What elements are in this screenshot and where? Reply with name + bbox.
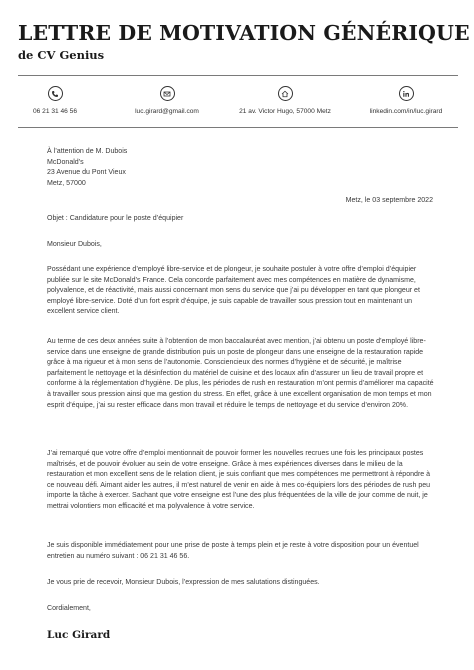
email-text: luc.girard@gmail.com <box>135 108 199 115</box>
recipient-address <box>47 147 435 189</box>
paragraph-1: Possédant une expérience d’employé libre-service et de plongeur, je souhaite postuler à votre offre d’emploi d’équipier publiée sur le site McDonald’s France. Cela concorde parfaitement avec mes compétences en matière de dynamisme, polyvalence, et de réactivité, mais aussi concernant mon sens du service que j’ai pu développer en tant que plongeur et employé libre-service. Doté d’un fort esprit d’équipe, je suis capable de travailler sous pression tout en maintenant un excellent service client. <box>47 266 420 316</box>
header-divider-bottom <box>18 127 458 128</box>
header-divider-top <box>18 75 458 76</box>
contact-phone <box>0 86 115 115</box>
paragraph-3: J’ai remarqué que votre offre d’emploi mentionnait de pouvoir former les nouvelles recrues une fois les principaux postes maîtrisés, et de pouvoir évoluer au sein de votre enseigne. Grâce à mes expériences diverses dans le milieu de la restauration et mon excellent sens de le relation client, je suis confiant que mes compétences me permettront à répondre à ce nouveau défi. Aimant aider les autres, il m’est naturel de venir en aide à mes co-équipiers lors des périodes de rush peu importe la tâche à exercer. Sachant que votre enseigne est l’une des plus fréquentées de la ville de jour comme de nuit, je mettrai volontiers mon efficacité et ma polyvalence à votre service. <box>47 450 431 510</box>
contact-address <box>225 86 345 115</box>
paragraph-2: Au terme de ces deux années suite à l’obtention de mon baccalauréat avec mention, j’ai obtenu un poste d’employé libre-service dans une enseigne de grande distribution puis un poste de plongeur dans une enseigne de la restauration rapide grâce à ma rigueur et à mon sens de l’autonomie. Consciencieux des normes d’hygiène et de sécurité, je maîtrise parfaitement le nettoyage et la désinfection du matériel de cuisine et des locaux afin d’assurer un lieu de travail propre et conforme à la réglementation d’hygiène. De plus, les périodes de rush en restauration m’ont permis d’améliorer ma capacité à travailler sous pression ainsi que ma gestion du stress. En effet, grâce à une excellent organisation de mon temps et mon esprit d’équipe, j’ai su rester efficace dans mon travail et réduire le temps de nettoyage et du service d’environ 20%. <box>47 338 434 409</box>
phone-icon <box>48 86 63 101</box>
letter-subject: Objet : Candidature pour le poste d’équipier <box>47 215 184 222</box>
recipient-line: Metz, 57000 <box>47 179 86 187</box>
paragraph-4: Je suis disponible immédiatement pour une prise de poste à temps plein et je reste à votre disposition pour un éventuel entretien au numéro suivant : 06 21 31 46 56. <box>47 542 419 560</box>
contact-linkedin <box>346 86 466 115</box>
letter-closing: Cordialement, <box>47 605 91 612</box>
recipient-line: À l’attention de M. Dubois <box>47 148 128 155</box>
address-text: 21 av. Victor Hugo, 57000 Metz <box>239 108 331 115</box>
email-icon <box>160 86 175 101</box>
signature-name: Luc Girard <box>47 629 111 641</box>
letter-salutation: Monsieur Dubois, <box>47 241 102 248</box>
document-subtitle: de CV Genius <box>18 48 105 62</box>
recipient-line: McDonald’s <box>47 158 84 166</box>
document-title: LETTRE DE MOTIVATION GÉNÉRIQUE <box>18 21 470 45</box>
linkedin-text: linkedin.com/in/luc.girard <box>369 108 443 115</box>
paragraph-5: Je vous prie de recevoir, Monsieur Dubois, l’expression de mes salutations distinguées. <box>47 579 320 586</box>
linkedin-icon <box>399 86 414 101</box>
phone-text: 06 21 31 46 56 <box>33 108 77 115</box>
home-icon <box>278 86 293 101</box>
contact-email <box>107 86 227 115</box>
recipient-line: 23 Avenue du Pont Vieux <box>47 169 126 177</box>
letter-date: Metz, le 03 septembre 2022 <box>345 197 433 204</box>
